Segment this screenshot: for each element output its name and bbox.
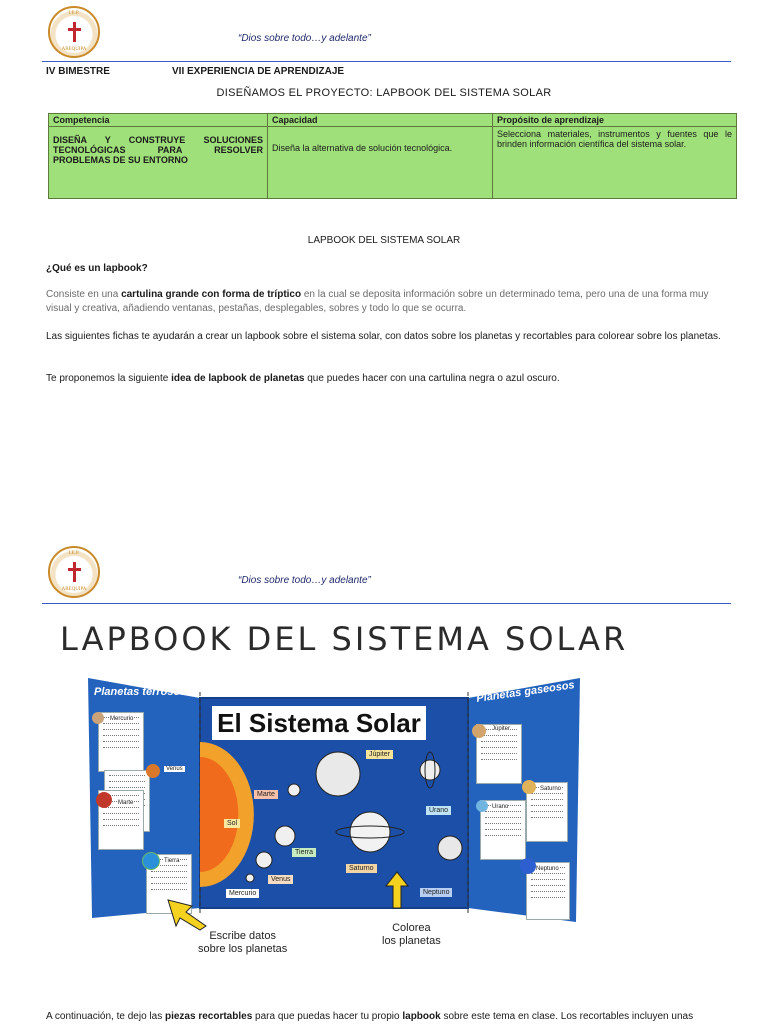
card-label-tierra: Tierra xyxy=(164,858,180,864)
arrow-up-icon xyxy=(384,870,410,910)
paragraph-definition: Consiste en una cartulina grande con forma de tríptico en la cual se deposita información sobre un determinado tema, pero una de una forma muy visual y creativa, añadiendo ventanas, pestañas, desplegables, sobres y todo lo que se ocurra. xyxy=(46,289,709,314)
table-header-capacidad: Capacidad xyxy=(268,114,493,127)
label-sol: Sol xyxy=(224,819,240,828)
card-label-jupiter: Júpiter xyxy=(492,726,511,732)
page-title: DISEÑAMOS EL PROYECTO: LAPBOOK DEL SISTEMA SOLAR xyxy=(216,87,552,99)
school-motto-2: “Dios sobre todo…y adelante” xyxy=(238,575,371,586)
footer-paragraph: A continuación, te dejo las piezas recortables para que puedas hacer tu propio lapbook sobre este tema en clase. Los recortables incluyen unas xyxy=(46,1011,694,1022)
label-neptuno: Neptuno xyxy=(420,888,452,897)
label-urano: Urano xyxy=(426,806,451,815)
card-label-mercurio: Mercurio xyxy=(110,716,134,722)
label-jupiter: Júpiter xyxy=(366,750,393,759)
section-title: LAPBOOK DEL SISTEMA SOLAR xyxy=(307,235,461,246)
card-label-urano: Urano xyxy=(492,804,509,810)
label-saturno: Saturno xyxy=(346,864,377,873)
planet-neptuno-icon xyxy=(520,858,536,874)
planet-venus-icon xyxy=(146,764,160,778)
lapbook-question: ¿Qué es un lapbook? xyxy=(46,263,148,274)
arrow-left-icon xyxy=(166,898,210,932)
planet-saturno-icon xyxy=(522,780,536,794)
label-venus: Venus xyxy=(268,875,293,884)
table-cell-competencia: DISEÑA Y CONSTRUYE SOLUCIONES TECNOLÓGICAS PARA RESOLVER PROBLEMAS DE SU ENTORNO xyxy=(49,127,268,199)
header-divider xyxy=(42,61,731,62)
paragraph-proposal: Te proponemos la siguiente idea de lapbook de planetas que puedes hacer con una cartulina negra o azul oscuro. xyxy=(46,373,560,384)
card-label-saturno: Saturno xyxy=(540,786,562,792)
left-panel-title: Planetas terrosos xyxy=(94,686,187,698)
right-panel-title: Planetas gaseosos xyxy=(475,679,576,705)
planet-tierra-icon xyxy=(142,852,160,870)
experiencia-label: VII EXPERIENCIA DE APRENDIZAJE xyxy=(172,66,345,77)
card-label-marte: Marte xyxy=(118,800,134,806)
cross-icon xyxy=(68,22,80,42)
table-header-proposito: Propósito de aprendizaje xyxy=(493,114,737,127)
card-label-neptuno: Neptuno xyxy=(536,866,559,872)
caption-right: Colorea los planetas xyxy=(382,922,441,947)
planet-urano-icon xyxy=(476,800,488,812)
competency-table xyxy=(48,113,737,199)
header-divider-2 xyxy=(42,603,731,604)
center-title: El Sistema Solar xyxy=(212,706,426,740)
table-header-competencia: Competencia xyxy=(49,114,268,127)
cross-icon xyxy=(68,562,80,582)
label-tierra: Tierra xyxy=(292,848,316,857)
lapbook-illustration xyxy=(88,672,580,934)
planet-marte-icon xyxy=(96,792,112,808)
label-marte: Marte xyxy=(254,790,278,799)
caption-left: Escribe datos sobre los planetas xyxy=(198,930,288,955)
table-cell-proposito: Selecciona materiales, instrumentos y fuentes que le brinden información científica del sistema solar. xyxy=(493,127,737,199)
planet-jupiter-icon xyxy=(472,724,486,738)
school-motto: “Dios sobre todo…y adelante” xyxy=(238,33,371,44)
card-label-venus: Venus xyxy=(166,766,183,772)
lapbook-heading: LAPBOOK DEL SISTEMA SOLAR xyxy=(60,620,629,658)
planet-mercurio-icon xyxy=(92,712,104,724)
paragraph-fichas: Las siguientes fichas te ayudarán a crear un lapbook sobre el sistema solar, con datos sobre los planetas y recortables para colorear sobre los planetas. xyxy=(46,331,721,342)
school-logo: I.E.P. AREQUIPA xyxy=(48,6,100,58)
label-mercurio: Mercurio xyxy=(226,889,259,898)
bimestre-label: IV BIMESTRE xyxy=(46,66,110,77)
table-cell-capacidad: Diseña la alternativa de solución tecnológica. xyxy=(268,127,493,199)
school-logo-2: I.E.P. AREQUIPA xyxy=(48,546,100,598)
